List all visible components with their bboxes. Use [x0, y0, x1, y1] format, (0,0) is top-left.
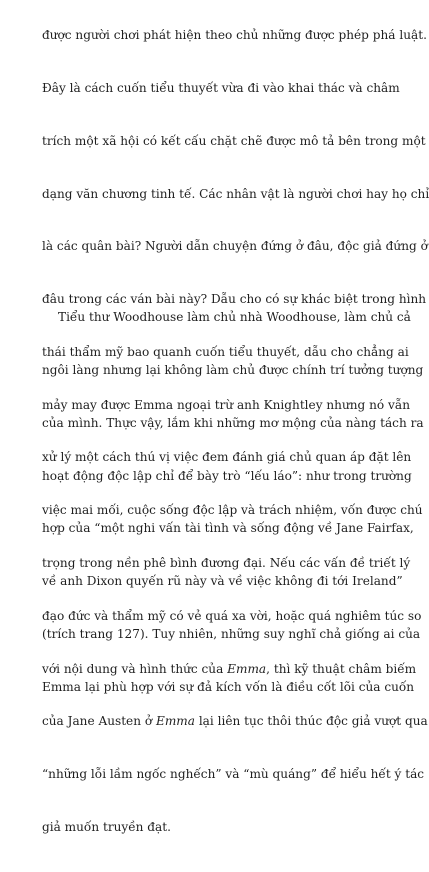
book-title-emphasis: Emma — [155, 714, 195, 729]
text-line: giả muốn truyền đạt. — [42, 819, 171, 834]
text-line: Emma lại phù hợp với sự đả kích vốn là điều cốt lõi của cuốn — [42, 679, 415, 694]
text-line: được người chơi phát hiện theo chủ những được phép phá luật. — [42, 28, 427, 43]
text-line: xử lý một cách thú vị việc đem đánh giá chủ quan áp đặt lên — [42, 450, 412, 465]
text-line: của Jane Austen ở Emma lại liên tục thôi thúc độc giả vượt qua — [42, 714, 428, 729]
paragraph-2 — [42, 274, 428, 731]
text-line: trọng trong nền phê bình đương đại. Nếu các vấn đề triết lý — [42, 556, 411, 570]
text-line: hợp của “một nghi vấn tài tình và sống động về Jane Fairfax, — [42, 521, 414, 536]
text-line: việc mai mối, cuộc sống độc lập và trách nhiệm, vốn được chú — [42, 503, 423, 518]
text-line: thái thẩm mỹ bao quanh cuốn tiểu thuyết, dẫu cho chẳng ai — [42, 344, 409, 359]
text-line: đâu trong các ván bài này? Dẫu cho có sự khác biệt trong hình — [42, 292, 427, 307]
text-line: đạo đức và thẩm mỹ có vẻ quá xa vời, hoặc quá nghiêm túc so — [42, 608, 422, 623]
text-line: hoạt động độc lập chỉ để bày trò “lếu láo”: như trong trường — [42, 468, 412, 483]
text-line: (trích trang 127). Tuy nhiên, những suy nghĩ chả giống ai của — [42, 626, 421, 641]
text-line: Đây là cách cuốn tiểu thuyết vừa đi vào khai thác và châm — [42, 80, 400, 95]
text-line: “những lỗi lầm ngốc nghếch” và “mù quáng” để hiểu hết ý tác — [42, 767, 425, 782]
text-line: về anh Dixon quyến rũ này và về việc không đi tới Ireland” — [42, 574, 403, 589]
text-line: Tiểu thư Woodhouse làm chủ nhà Woodhouse, làm chủ cả — [58, 310, 411, 325]
book-title-emphasis: Emma — [227, 661, 267, 676]
text-line: với nội dung và hình thức của Emma, thì kỹ thuật châm biếm — [42, 661, 417, 676]
text-line: là các quân bài? Người dẫn chuyện đứng ở đâu, độc giả đứng ở — [42, 239, 428, 254]
text-line: mảy may được Emma ngoại trừ anh Knightley nhưng nó vẫn — [42, 397, 411, 412]
text-line: của mình. Thực vậy, lắm khi những mơ mộng của nàng tách ra — [42, 415, 424, 430]
text-line: ngôi làng nhưng lại không làm chủ được chính trí tưởng tượng — [42, 362, 424, 377]
text-line: dạng văn chương tinh tế. Các nhân vật là người chơi hay họ chỉ — [42, 186, 429, 201]
text-line: trích một xã hội có kết cấu chặt chẽ được mô tả bên trong một — [42, 133, 426, 148]
